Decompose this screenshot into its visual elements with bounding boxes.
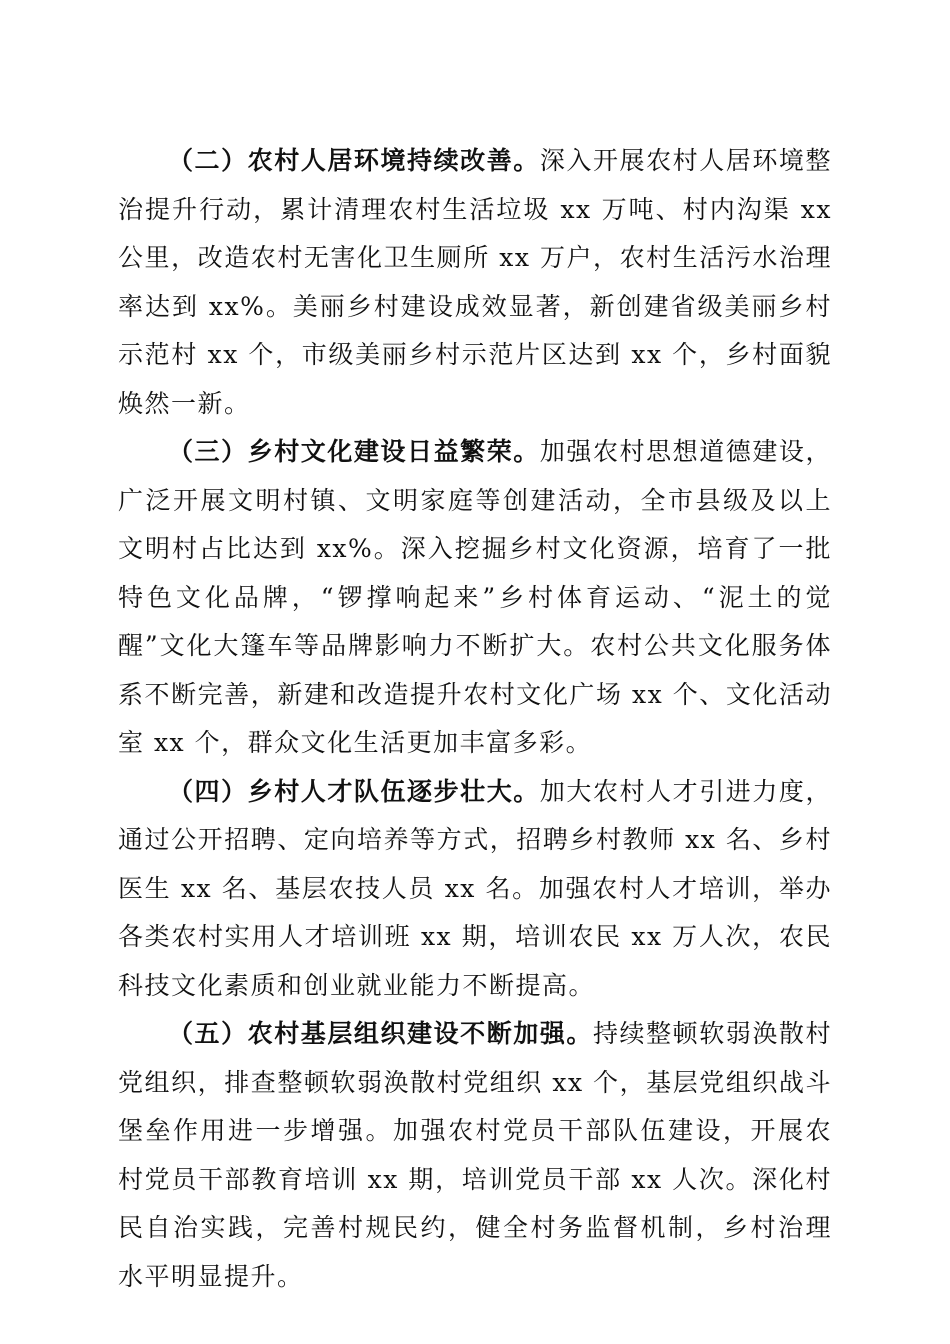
section-heading: （二）农村人居环境持续改善。 <box>168 146 540 175</box>
paragraph-rural-culture <box>118 428 832 768</box>
section-heading: （三）乡村文化建设日益繁荣。 <box>168 437 540 466</box>
paragraph-text: 深入开展农村人居环境整治提升行动，累计清理农村生活垃圾 xx 万吨、村内沟渠 xx 公里，改造农村无害化卫生厕所 xx 万户，农村生活污水治理率达到 xx%。美丽乡村建设成效显著，新创建省级美丽乡村示范村 xx 个，市级美丽乡村示范片区达到 xx 个，乡村面貌焕然一新。 <box>118 146 832 418</box>
paragraph-text: 加强农村思想道德建设，广泛开展文明村镇、文明家庭等创建活动，全市县级及以上文明村占比达到 xx%。深入挖掘乡村文化资源，培育了一批特色文化品牌，“锣撑响起来”乡村体育运动、“泥土的觉醒”文化大篷车等品牌影响力不断扩大。农村公共文化服务体系不断完善，新建和改造提升农村文化广场 xx 个、文化活动室 xx 个，群众文化生活更加丰富多彩。 <box>118 437 832 757</box>
section-heading: （四）乡村人才队伍逐步壮大。 <box>168 776 540 806</box>
section-heading: （五）农村基层组织建设不断加强。 <box>168 1019 593 1048</box>
paragraph-rural-living-environment <box>118 137 832 428</box>
paragraph-rural-talent <box>118 768 832 1011</box>
document-body <box>118 137 832 1301</box>
paragraph-grassroots-organization <box>118 1010 832 1301</box>
paragraph-text: 持续整顿软弱涣散村党组织，排查整顿软弱涣散村党组织 xx 个，基层党组织战斗堡垒作用进一步增强。加强农村党员干部队伍建设，开展农村党员干部教育培训 xx 期，培训党员干部 xx 人次。深化村民自治实践，完善村规民约，健全村务监督机制，乡村治理水平明显提升。 <box>118 1019 832 1291</box>
paragraph-text: 加大农村人才引进力度，通过公开招聘、定向培养等方式，招聘乡村教师 xx 名、乡村医生 xx 名、基层农技人员 xx 名。加强农村人才培训，举办各类农村实用人才培训班 xx 期，培训农民 xx 万人次，农民科技文化素质和创业就业能力不断提高。 <box>118 776 832 1000</box>
